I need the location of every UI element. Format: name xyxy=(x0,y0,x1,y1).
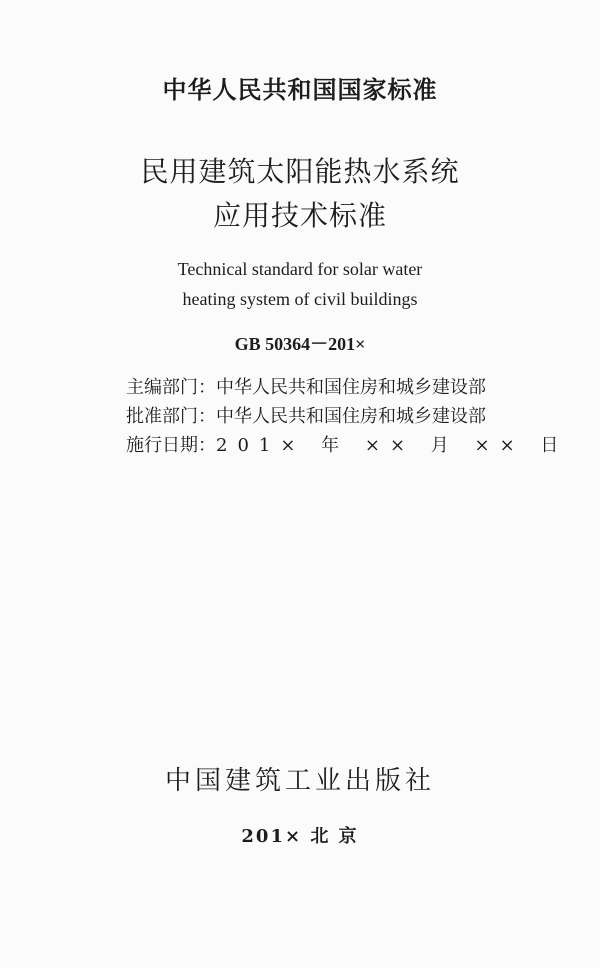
english-title xyxy=(0,254,600,314)
publication-year-place: 201× 北 京 xyxy=(241,826,359,847)
effective-date xyxy=(126,431,568,460)
publisher-name: 中国建筑工业出版社 xyxy=(164,766,435,796)
document-title xyxy=(0,150,600,238)
standard-code: GB 50364－201× xyxy=(234,334,366,354)
standard-category-header: 中华人民共和国国家标准 xyxy=(162,76,438,104)
effective-date-value: 201× 年 ×× 月 ×× 日 xyxy=(216,435,569,456)
effective-date-label: 施行日期： xyxy=(126,435,216,456)
english-title-line-1: Technical standard for solar water xyxy=(177,259,423,279)
editor-department: 主编部门：中华人民共和国住房和城乡建设部 xyxy=(126,377,486,398)
title-line-2: 应用技术标准 xyxy=(212,199,387,232)
approval-department: 批准部门：中华人民共和国住房和城乡建设部 xyxy=(126,406,486,427)
english-title-line-2: heating system of civil buildings xyxy=(182,289,418,309)
publication-info xyxy=(126,373,568,460)
title-line-1: 民用建筑太阳能热水系统 xyxy=(140,155,460,188)
